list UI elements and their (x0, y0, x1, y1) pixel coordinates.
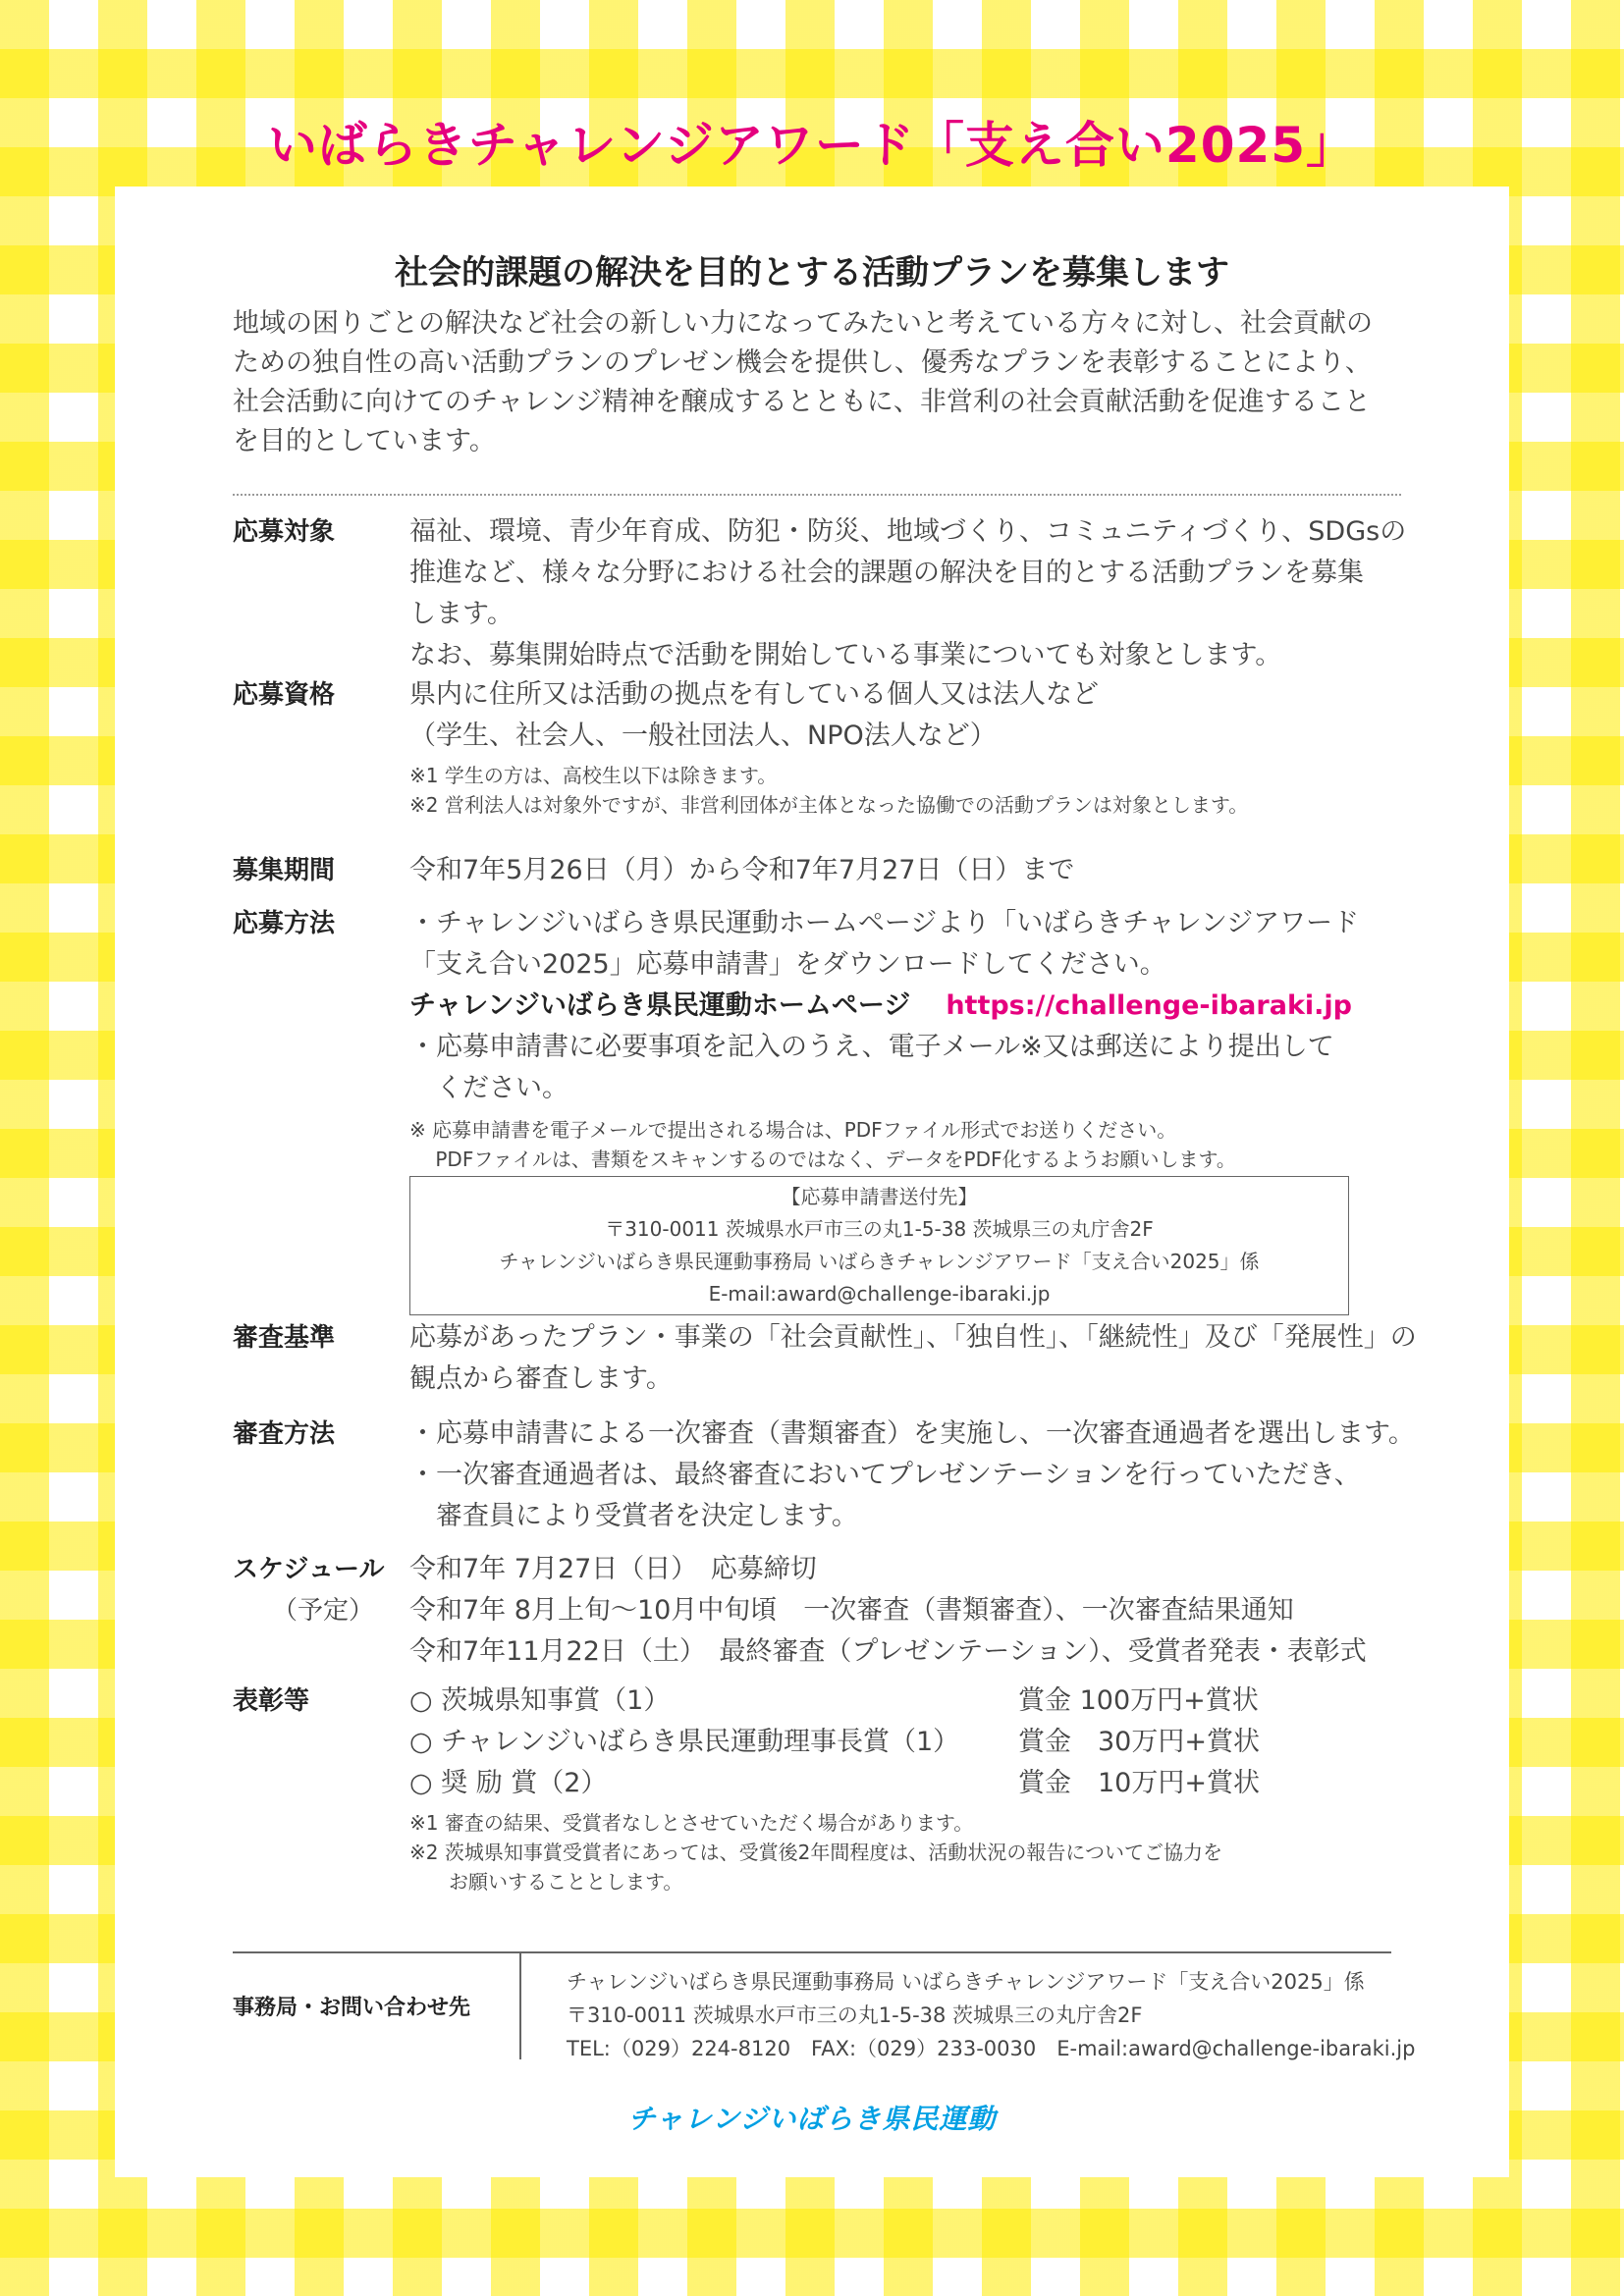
section-label: 募集期間 (233, 856, 336, 885)
homepage-label: チャレンジいばらき県民運動ホームページ (409, 990, 911, 1021)
award-prize: 賞金 10万円+賞状 (1018, 1768, 1260, 1798)
body-line: 審査員により受賞者を決定します。 (409, 1501, 858, 1531)
footer-label: 事務局・お問い合わせ先 (233, 1996, 471, 2020)
address-line: 【応募申請書送付先】 (781, 1185, 978, 1208)
section-body (409, 511, 1431, 676)
section-body (409, 1317, 1431, 1400)
notes (409, 1808, 1431, 1896)
note-line: ※1 学生の方は、高校生以下は除きます。 (409, 764, 778, 787)
schedule-line: 令和7年 8月上旬～10月中旬頃 一次審査（書類審査）、一次審査結果通知 (409, 1595, 1294, 1626)
award-name: ○ 茨城県知事賞（1） (409, 1685, 671, 1716)
body-line: ください。 (409, 1073, 568, 1103)
content-panel (115, 187, 1509, 2177)
note-line: ※2 茨城県知事賞受賞者にあっては、受賞後2年間程度は、活動状況の報告についてご協力を (409, 1841, 1222, 1864)
note-line: ※ 応募申請書を電子メールで提出される場合は、PDFファイル形式でお送りください。 (409, 1118, 1177, 1142)
body-line: ・応募申請書に必要事項を記入のうえ、電子メール※又は郵送により提出して (409, 1032, 1334, 1062)
footer-line: TEL:（029）224-8120 FAX:（029）233-0030 E-mail:award@challenge-ibaraki.jp (567, 2037, 1416, 2060)
section-body (409, 1681, 1431, 1896)
section-label: 表彰等 (233, 1686, 310, 1716)
intro-line: を目的としています。 (233, 426, 496, 456)
award-item (409, 1763, 1431, 1804)
dotted-divider (233, 494, 1401, 496)
award-prize: 賞金 100万円+賞状 (1018, 1685, 1259, 1716)
note-line: ※2 営利法人は対象外ですが、非営利団体が主体となった協働での活動プランは対象とします。 (409, 793, 1249, 817)
body-line: （学生、社会人、一般社団法人、NPO法人など） (409, 721, 997, 751)
award-item (409, 1681, 1431, 1722)
section-label: 応募資格 (233, 680, 336, 710)
intro-paragraph (233, 304, 1401, 461)
body-line: 県内に住所又は活動の拠点を有している個人又は法人など (409, 679, 1099, 710)
body-line: 「支え合い2025」応募申請書」をダウンロードしてください。 (409, 949, 1166, 980)
section-body (409, 903, 1431, 1174)
note-line: お願いすることとします。 (409, 1870, 683, 1894)
note-line: ※1 審査の結果、受賞者なしとさせていただく場合があります。 (409, 1811, 974, 1835)
section-label (233, 1549, 409, 1631)
footer-vertical-divider (519, 1951, 521, 2059)
body-line: 福祉、環境、青少年育成、防犯・防災、地域づくり、コミュニティづくり、SDGsの (409, 516, 1407, 547)
page-title: いばらきチャレンジアワード「支え合い2025」 (267, 117, 1357, 174)
homepage-line (409, 986, 1431, 1027)
intro-line: 地域の困りごとの解決など社会の新しい力になってみたいと考えている方々に対し、社会貢献の (233, 308, 1373, 339)
award-name: ○ チャレンジいばらき県民運動理事長賞（1） (409, 1727, 960, 1757)
intro-line: ための独自性の高い活動プランのプレゼン機会を提供し、優秀なプランを表彰することにより、 (233, 347, 1372, 378)
body-line: ・応募申請書による一次審査（書類審査）を実施し、一次審査通過者を選出します。 (409, 1418, 1415, 1449)
address-line: チャレンジいばらき県民運動事務局 いばらきチャレンジアワード「支え合い2025」係 (499, 1250, 1260, 1273)
body-line: 推進など、様々な分野における社会的課題の解決を目的とする活動プランを募集 (409, 558, 1364, 588)
section-body (409, 1549, 1431, 1673)
body-line: 令和7年5月26日（月）から令和7年7月27日（日）まで (409, 855, 1075, 885)
section-label: 応募方法 (233, 909, 336, 938)
section-label: 審査方法 (233, 1419, 336, 1449)
body-line: 応募があったプラン・事業の「社会貢献性」、「独自性」、「継続性」及び「発展性」の (409, 1322, 1417, 1353)
award-name: ○ 奨 励 賞（2） (409, 1768, 608, 1798)
footer-line: チャレンジいばらき県民運動事務局 いばらきチャレンジアワード「支え合い2025」係 (567, 1970, 1365, 1994)
schedule-label: スケジュール (233, 1555, 385, 1584)
footer-contact (567, 1965, 1431, 2065)
section-label: 応募対象 (233, 517, 336, 547)
section-body (409, 850, 1431, 891)
brand-logo: チャレンジいばらき県民運動 (627, 2103, 997, 2135)
intro-line: 社会活動に向けてのチャレンジ精神を醸成するとともに、非営利の社会貢献活動を促進すること (233, 387, 1371, 417)
schedule-line: 令和7年11月22日（土） 最終審査（プレゼンテーション）、受賞者発表・表彰式 (409, 1636, 1367, 1667)
body-line: ・一次審査通過者は、最終審査においてプレゼンテーションを行っていただき、 (409, 1460, 1361, 1490)
address-email[interactable]: E-mail:award@challenge-ibaraki.jp (708, 1282, 1051, 1306)
award-prize: 賞金 30万円+賞状 (1018, 1727, 1260, 1757)
address-box (409, 1176, 1349, 1315)
schedule-line: 令和7年 7月27日（日） 応募締切 (409, 1554, 817, 1584)
subtitle: 社会的課題の解決を目的とする活動プランを募集します (395, 253, 1229, 293)
section-label: 審査基準 (233, 1323, 336, 1353)
footer-line: 〒310-0011 茨城県水戸市三の丸1-5-38 茨城県三の丸庁舎2F (567, 2003, 1143, 2027)
schedule-sublabel: （予定） (272, 1596, 375, 1626)
body-line: なお、募集開始時点で活動を開始している事業についても対象とします。 (409, 640, 1282, 670)
section-body (409, 1414, 1431, 1537)
note-line: PDFファイルは、書類をスキャンするのではなく、データをPDF化するようお願いします。 (409, 1148, 1236, 1171)
body-line: します。 (409, 599, 514, 629)
notes (409, 1115, 1431, 1174)
award-item (409, 1722, 1431, 1763)
address-line: 〒310-0011 茨城県水戸市三の丸1-5-38 茨城県三の丸庁舎2F (605, 1217, 1154, 1241)
footer-divider (233, 1951, 1391, 1953)
body-line: 観点から審査します。 (409, 1363, 673, 1394)
section-body (409, 674, 1431, 820)
notes (409, 761, 1431, 820)
homepage-link[interactable]: https://challenge-ibaraki.jp (946, 990, 1352, 1021)
body-line: ・チャレンジいばらき県民運動ホームページより「いばらきチャレンジアワード (409, 908, 1360, 938)
